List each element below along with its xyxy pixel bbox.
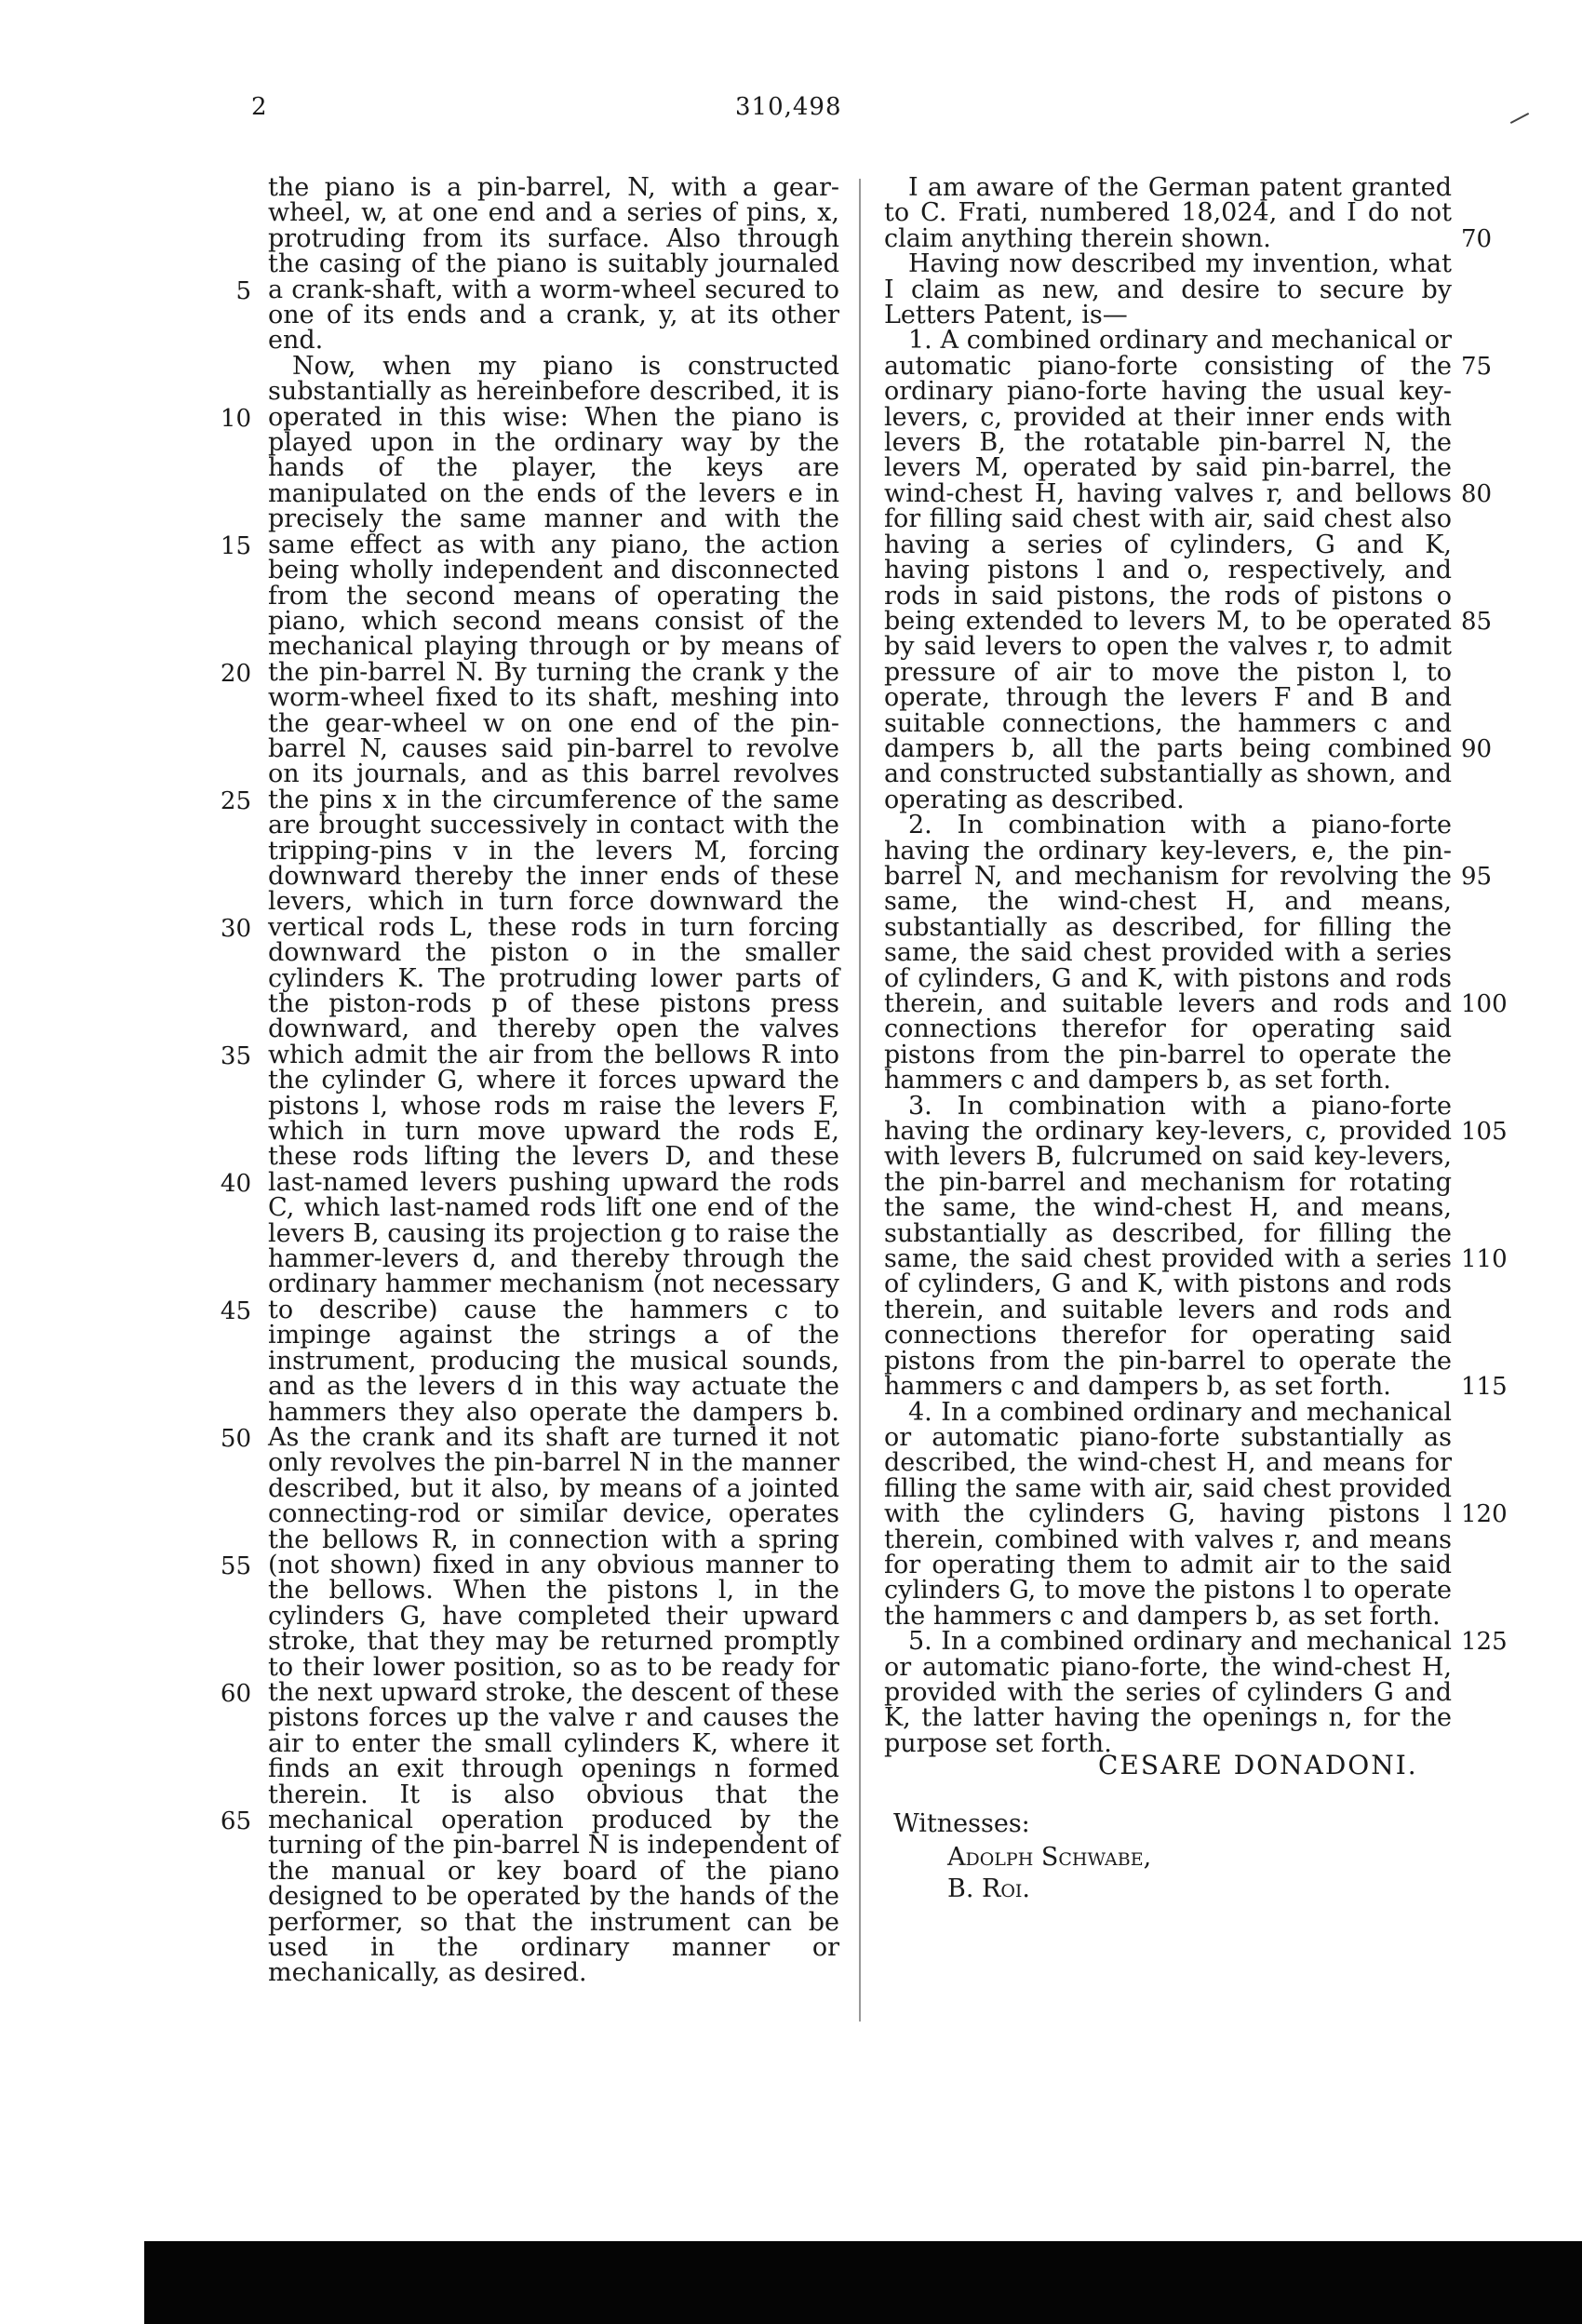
line-number: 75 bbox=[1461, 353, 1493, 381]
column-divider bbox=[859, 179, 861, 2022]
line-number: 105 bbox=[1461, 1118, 1508, 1146]
line-number: 90 bbox=[1461, 735, 1493, 763]
witness-1: Adolph Schwabe, bbox=[947, 1843, 1152, 1872]
claim-2: 2. In combination with a piano-forte having the ordinary key-levers, e, the pin-barrel N, and mechanism for revolving the same, the wind-chest H, and means, substantially as described, for filling the same, the said chest provided with a series of cylinders, G and K, with pistons and rods therein, and suitable levers and rods and connections therefor for operating said pistons from the pin-barrel to operate the hammers c and dampers b, as set forth. bbox=[884, 811, 1452, 1095]
page-number: 2 bbox=[251, 93, 268, 121]
corner-mark bbox=[1510, 113, 1529, 124]
line-number: 95 bbox=[1461, 863, 1493, 891]
left-paragraph: Now, when my piano is constructed substantially as hereinbefore described, it is operated in this wise: When the piano is played upon in the ordinary way by the hands of the player, the keys are manipulated on the ends of the levers e in precisely the same manner and with the same effect as with any piano, the action being wholly independent and disconnected from the second means of operating the piano, which second means consist of the mechanical playing through or by means of the pin-barrel N. By turning the crank y the worm-wheel fixed to its shaft, meshing into the gear-wheel w on one end of the pin-barrel N, causes said pin-barrel to revolve on its journals, and as this barrel revolves the pins x in the circumference of the same are brought successively in contact with the tripping-pins v in the levers M, forcing downward thereby the inner ends of these levers, which in turn force downward the vertical rods L, these rods in turn forcing downward the piston o in the smaller cylinders K. The protruding lower parts of the piston-rods p of these pistons press downward, and thereby open the valves which admit the air from the bellows R into the cylinder G, where it forces upward the pistons l, whose rods m raise the levers F, which in turn move upward the rods E, these rods lifting the levers D, and these last-named levers pushing upward the rods C, which last-named rods lift one end of the levers B, causing its projection g to raise the hammer-levers d, and thereby through the ordinary hammer mechanism (not necessary to describe) cause the hammers c to impinge against the strings a of the instrument, producing the musical sounds, and as the levers d in this way actuate the hammers they also operate the dampers b. As the crank and its shaft are turned it not only revolves the pin-barrel N in the manner described, but it also, by means of a jointed connecting-rod or similar device, operates the bellows R, in connection with a spring (not shown) fixed in any obvious manner to the bellows. When the pistons l, in the cylinders G, have completed their upward stroke, that they may be returned promptly to their lower position, so as to be ready for the next upward stroke, the descent of these pistons forces up the valve r and causes the air to enter the small cylinders K, where it finds an exit through openings n formed therein. It is also obvious that the mechanical operation produced by the turning of the pin-barrel N is independent of the manual or key board of the piano designed to be operated by the hands of the performer, so that the instrument can be used in the ordinary manner or mechanically, as desired. bbox=[268, 351, 839, 1988]
scan-border bbox=[144, 2241, 1582, 2324]
left-paragraph: the piano is a pin-barrel, N, with a gear-wheel, w, at one end and a series of pins, x, protruding from its surface. Also through the casing of the piano is suitably journaled a crank-shaft, with a worm-wheel secured to one of its ends and a crank, y, at its other end. bbox=[268, 173, 839, 356]
claim-3: 3. In combination with a piano-forte having the ordinary key-levers, c, provided with levers B, fulcrumed on said key-levers, the pin-barrel and mechanism for rotating the same, the wind-chest H, and means, substantially as described, for filling the same, the said chest provided with a series of cylinders, G and K, with pistons and rods therein, and suitable levers and rods and connections therefor for operating said pistons from the pin-barrel to operate the hammers c and dampers b, as set forth. bbox=[884, 1091, 1452, 1402]
claim-4: 4. In a combined ordinary and mechanical or automatic piano-forte substantially as described, the wind-chest H, and means for filling the same with air, said chest provided with the cylinders G, having pistons l therein, combined with valves r, and means for operating them to admit air to the said cylinders G, to move the pistons l to operate the hammers c and dampers b, as set forth. bbox=[884, 1397, 1452, 1631]
line-number: 50 bbox=[220, 1425, 251, 1453]
patent-number: 310,498 bbox=[735, 93, 842, 121]
left-column bbox=[268, 175, 839, 1986]
line-number: 65 bbox=[220, 1807, 251, 1835]
line-number: 40 bbox=[220, 1170, 251, 1198]
right-paragraph: Having now described my invention, what I claim as new, and desire to secure by Letters Patent, is— bbox=[884, 249, 1452, 330]
line-number: 110 bbox=[1461, 1245, 1508, 1273]
line-number: 25 bbox=[220, 787, 251, 815]
line-number: 70 bbox=[1461, 225, 1493, 253]
line-number: 15 bbox=[220, 532, 251, 560]
line-number: 120 bbox=[1461, 1500, 1508, 1528]
line-number: 80 bbox=[1461, 480, 1493, 508]
inventor-signature: CESARE DONADONI. bbox=[1098, 1750, 1418, 1780]
claim-5: 5. In a combined ordinary and mechanical or automatic piano-forte, the wind-chest H, provided with the series of cylinders G and K, the latter having the openings n, for the purpose set forth. bbox=[884, 1627, 1452, 1758]
witnesses-label: Witnesses: bbox=[893, 1809, 1030, 1838]
line-number: 125 bbox=[1461, 1628, 1508, 1656]
right-column bbox=[884, 175, 1452, 1756]
claim-1: 1. A combined ordinary and mechanical or automatic piano-forte consisting of the ordinary piano-forte having the usual key-levers, c, provided at their inner ends with levers B, the rotatable pin-barrel N, the levers M, operated by said pin-barrel, the wind-chest H, having valves r, and bellows for filling said chest with air, said chest also having a series of cylinders, G and K, having pistons l and o, respectively, and rods in said pistons, the rods of pistons o being extended to levers M, to be operated by said levers to open the valves r, to admit pressure of air to move the piston l, to operate, through the levers F and B and suitable connections, the hammers c and dampers b, all the parts being combined and constructed substantially as shown, and operating as described. bbox=[884, 326, 1452, 814]
line-number: 45 bbox=[220, 1297, 251, 1325]
line-number: 55 bbox=[220, 1552, 251, 1580]
line-number: 100 bbox=[1461, 990, 1508, 1018]
line-number: 85 bbox=[1461, 608, 1493, 636]
line-number: 35 bbox=[220, 1042, 251, 1070]
right-paragraph: I am aware of the German patent granted to C. Frati, numbered 18,024, and I do not claim anything therein shown. bbox=[884, 173, 1452, 253]
line-number: 60 bbox=[220, 1680, 251, 1708]
line-number: 20 bbox=[220, 660, 251, 688]
witness-2: B. Roi. bbox=[947, 1874, 1030, 1903]
line-number: 115 bbox=[1461, 1373, 1508, 1401]
line-number: 5 bbox=[235, 277, 251, 305]
line-number: 10 bbox=[220, 405, 251, 433]
line-number: 30 bbox=[220, 915, 251, 943]
